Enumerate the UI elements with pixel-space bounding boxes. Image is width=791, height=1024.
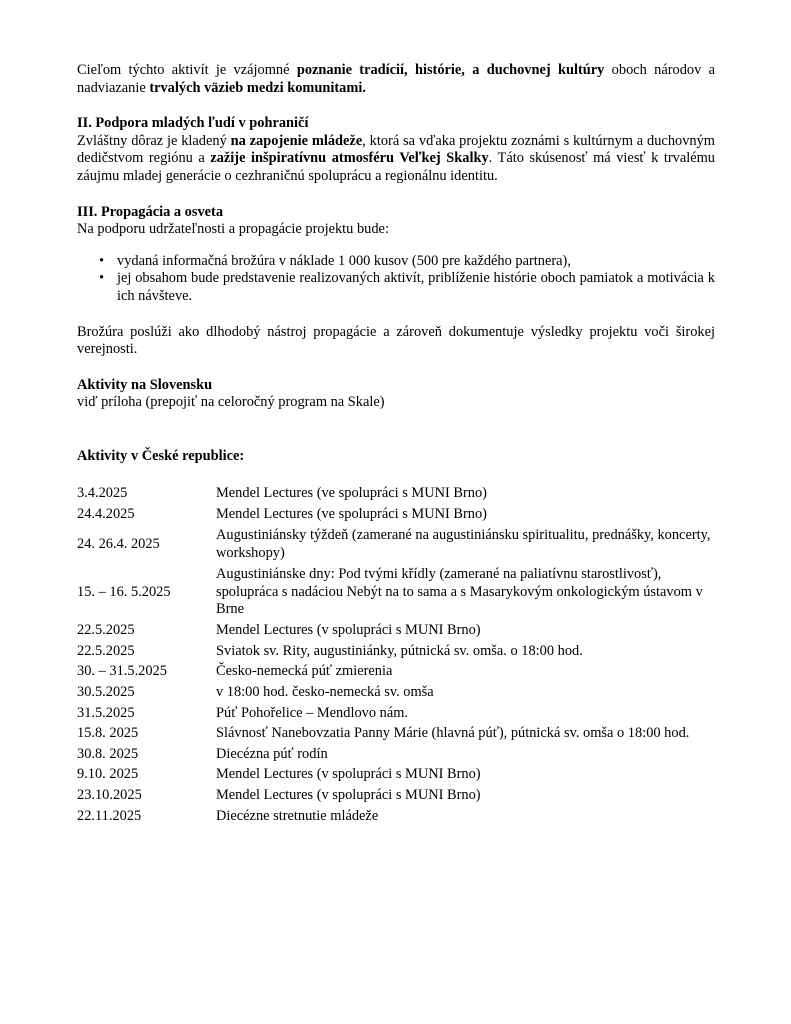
bullet-text: vydaná informačná brožúra v náklade 1 000 kusov (500 pre každého partnera), <box>117 252 571 269</box>
event-date: 15.8. 2025 <box>77 725 139 742</box>
intro-bold-2: trvalých väzieb medzi komunitami. <box>149 79 366 96</box>
table-row <box>77 765 715 786</box>
event-date: 24.4.2025 <box>77 505 135 522</box>
events-table <box>77 484 715 827</box>
table-row <box>77 682 715 703</box>
event-date: 22.11.2025 <box>77 807 142 824</box>
event-description: v 18:00 hod. česko-nemecká sv. omša <box>216 683 434 700</box>
spacer <box>77 359 715 377</box>
event-date: 15. – 16. 5.2025 <box>77 583 171 600</box>
event-date: 30.5.2025 <box>77 683 135 700</box>
table-row <box>77 744 715 765</box>
spacer <box>77 239 715 253</box>
spacer <box>77 466 715 484</box>
event-date: 22.5.2025 <box>77 622 135 639</box>
event-date: 31.5.2025 <box>77 704 135 721</box>
event-date: 3.4.2025 <box>77 485 128 501</box>
table-row <box>77 703 715 724</box>
table-row <box>77 785 715 806</box>
spacer <box>77 412 715 448</box>
bullet-dot: • <box>99 270 105 287</box>
event-date: 23.10.2025 <box>77 786 142 803</box>
bullet-item <box>77 253 715 271</box>
event-description: Sviatok sv. Rity, augustiniánky, pútnická sv. omša. o 18:00 hod. <box>216 642 583 659</box>
slovakia-text: viď príloha (prepojiť na celoročný program na Skale) <box>77 394 385 411</box>
event-date: 22.5.2025 <box>77 642 135 659</box>
event-description: Mendel Lectures (v spolupráci s MUNI Brno) <box>216 766 481 783</box>
section-2-text-1: Zvláštny dôraz je kladený <box>77 132 231 149</box>
table-row <box>77 641 715 662</box>
event-description: Slávnosť Nanebovzatia Panny Márie (hlavná púť), pútnická sv. omša o 18:00 hod. <box>216 725 690 742</box>
event-description: Diecézna púť rodín <box>216 745 328 762</box>
event-description: Augustiniánsky týždeň (zamerané na augustiniánsku spiritualitu, prednášky, koncerty, workshopy) <box>216 527 711 561</box>
intro-text-1: Cieľom týchto aktivít je vzájomné <box>77 62 297 78</box>
table-row <box>77 484 715 505</box>
spacer <box>77 186 715 204</box>
event-description: Augustiniánske dny: Pod tvými křídly (zamerané na paliatívnu starostlivosť), spolupráca s nadáciou Nebýt na to sama a s Masarykovým onkologickým ústavom v Brne <box>216 566 703 618</box>
czech-heading: Aktivity v České republice: <box>77 447 245 464</box>
section-2-heading: II. Podpora mladých ľudí v pohraničí <box>77 115 309 132</box>
event-description: Mendel Lectures (ve spolupráci s MUNI Brno) <box>216 485 487 501</box>
spacer <box>77 97 715 115</box>
section-2-paragraph <box>77 133 715 186</box>
intro-bold-1: poznanie tradícií, histórie, a duchovnej kultúry <box>296 62 605 78</box>
section-2-bold-2: zažije inšpiratívnu atmosféru Veľkej Skalky <box>210 150 489 167</box>
table-row <box>77 806 715 827</box>
table-row <box>77 504 715 525</box>
table-row <box>77 724 715 745</box>
table-row <box>77 565 715 621</box>
event-date: 30.8. 2025 <box>77 745 139 762</box>
spacer <box>77 306 715 324</box>
section-2-text-2: , ktorá sa vďaka projektu zoznámi s kultúrnym a duchovným dedičstvom regiónu a <box>77 132 715 167</box>
section-3-lead: Na podporu udržateľnosti a propagácie projektu bude: <box>77 221 389 238</box>
event-description: Púť Pohořelice – Mendlovo nám. <box>216 704 409 721</box>
event-description: Mendel Lectures (v spolupráci s MUNI Brno) <box>216 786 481 803</box>
bullet-dot: • <box>99 252 105 269</box>
intro-paragraph <box>77 62 715 97</box>
bullet-item <box>77 270 715 305</box>
section-3-heading: III. Propagácia a osveta <box>77 203 224 220</box>
event-description: Česko-nemecká púť zmierenia <box>216 663 393 680</box>
bullet-text: jej obsahom bude predstavenie realizovaných aktivít, priblíženie histórie oboch pamiatok a motivácia k ich návšteve. <box>117 270 715 304</box>
event-date: 9.10. 2025 <box>77 766 139 783</box>
table-row <box>77 621 715 642</box>
event-description: Mendel Lectures (ve spolupráci s MUNI Brno) <box>216 505 487 522</box>
event-description: Mendel Lectures (v spolupráci s MUNI Brno) <box>216 622 481 639</box>
table-row <box>77 662 715 683</box>
section-3-closing: Brožúra poslúži ako dlhodobý nástroj propagácie a zároveň dokumentuje výsledky projektu voči širokej verejnosti. <box>77 323 715 358</box>
intro-text-2: oboch národov a nadviazanie <box>77 62 715 96</box>
bullet-list <box>77 253 715 306</box>
slovakia-heading: Aktivity na Slovensku <box>77 376 213 393</box>
event-date: 30. – 31.5.2025 <box>77 663 167 680</box>
document-page <box>77 62 715 827</box>
event-date: 24. 26.4. 2025 <box>77 535 160 552</box>
section-2-text-3: . Táto skúsenosť má viesť k trvalému záujmu mladej generácie o cezhraničnú spoluprácu a regionálnu identitu. <box>77 150 715 184</box>
event-description: Diecézne stretnutie mládeže <box>216 807 379 824</box>
section-2-bold-1: na zapojenie mládeže <box>230 132 363 149</box>
table-row <box>77 525 715 565</box>
